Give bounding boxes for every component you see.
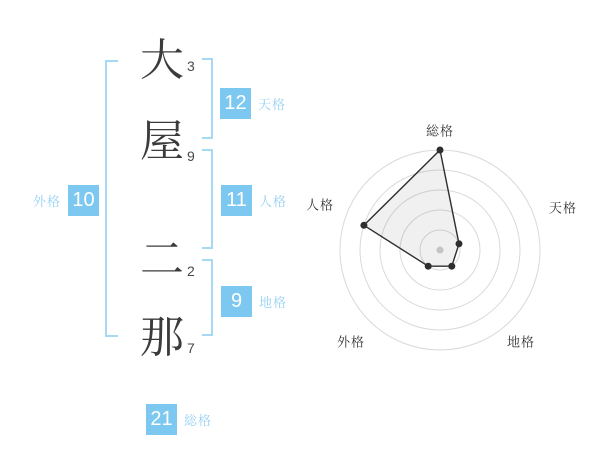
name-character: 大 [140,36,184,85]
radar-axis-label: 天格 [548,200,578,216]
soukaku-badge [146,404,212,435]
radar-point [360,222,367,229]
stroke-count: 2 [187,263,195,279]
name-character: 那 [140,313,184,362]
chikaku-label: 地格 [259,295,288,310]
radar-chart [285,105,595,395]
tenkaku-bracket [202,58,213,139]
radar-point [425,263,432,270]
jinkaku-label: 人格 [259,194,288,209]
stroke-count: 9 [187,148,195,164]
stroke-count: 3 [187,58,195,74]
radar-axis-label: 人格 [305,197,335,213]
radar-axis-label: 外格 [336,334,366,350]
name-character: 屋 [140,117,184,166]
gaikaku-label: 外格 [33,194,62,209]
name-character: 二 [140,235,184,284]
jinkaku-badge [221,185,287,216]
soukaku-label: 総格 [184,413,213,428]
chikaku-badge [221,286,287,317]
chikaku-bracket [202,259,213,336]
chikaku-value: 9 [221,286,252,317]
jinkaku-value: 11 [221,185,252,216]
gaikaku-value: 10 [68,185,99,216]
radar-axis-label: 総格 [425,123,455,139]
radar-point [437,147,444,154]
radar-point [448,263,455,270]
jinkaku-bracket [202,149,213,249]
tenkaku-value: 12 [220,88,251,119]
gaikaku-badge [33,185,99,216]
radar-polygon [364,150,459,266]
radar-center-dot [437,247,444,254]
gaikaku-bracket [105,60,118,337]
tenkaku-badge [220,88,286,119]
radar-point [456,240,463,247]
tenkaku-label: 天格 [258,97,287,112]
stroke-count: 7 [187,340,195,356]
radar-axis-label: 地格 [506,334,536,350]
soukaku-value: 21 [146,404,177,435]
